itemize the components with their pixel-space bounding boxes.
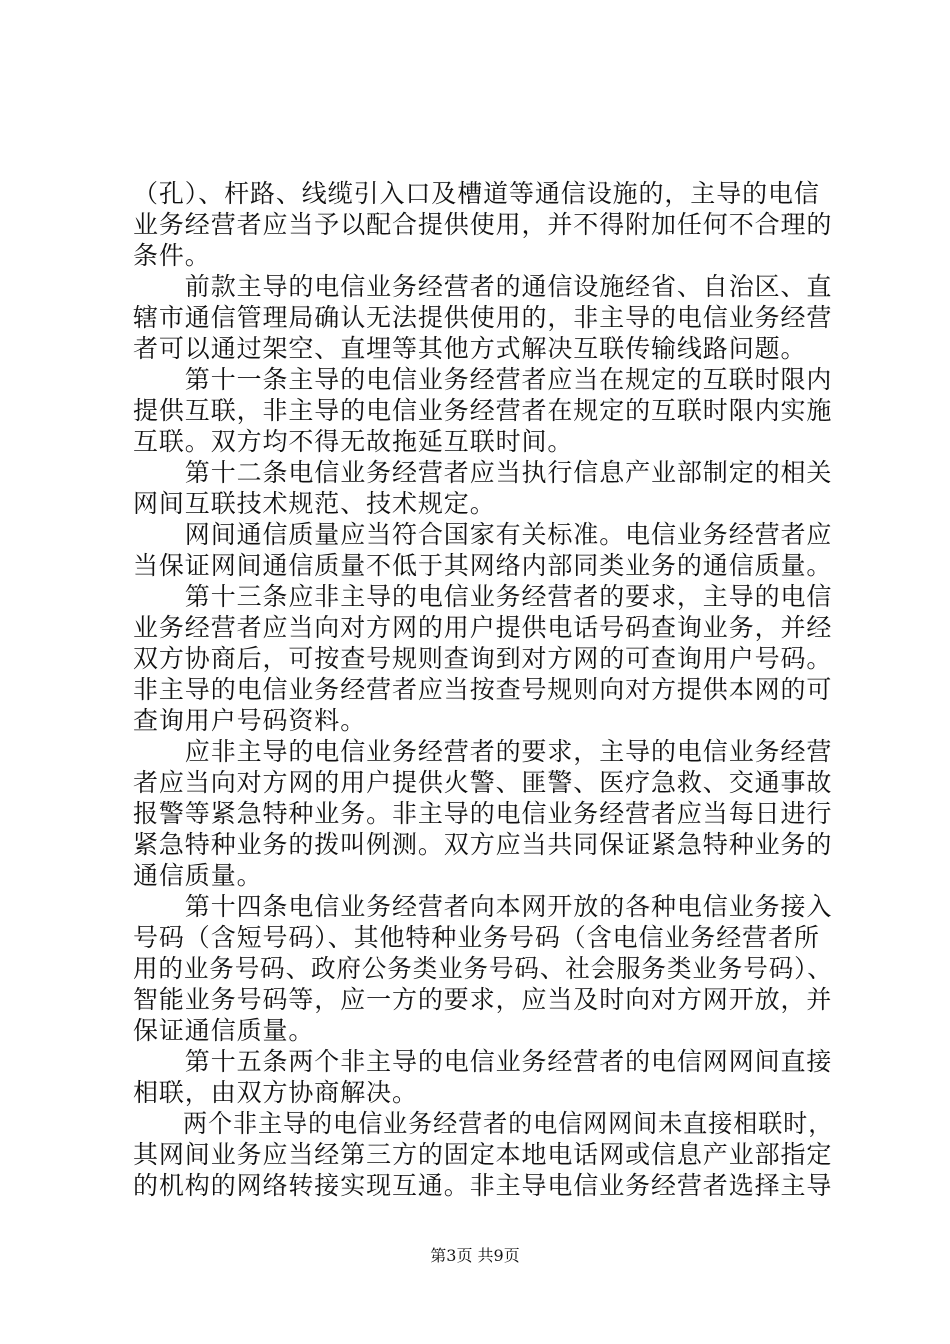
text-line: 紧急特种业务的拨叫例测。双方应当共同保证紧急特种业务的 xyxy=(133,830,833,859)
page-footer: 第3页 共9页 xyxy=(430,1246,520,1265)
text-line: 报警等紧急特种业务。非主导的电信业务经营者应当每日进行 xyxy=(133,799,833,828)
text-line: 双方协商后，可按查号规则查询到对方网的可查询用户号码。 xyxy=(133,644,833,673)
text-line: 第十二条电信业务经营者应当执行信息产业部制定的相关 xyxy=(133,458,833,487)
text-line: 保证通信质量。 xyxy=(133,1016,315,1045)
text-line: 第十三条应非主导的电信业务经营者的要求，主导的电信 xyxy=(133,582,833,611)
text-line: 者可以通过架空、直埋等其他方式解决互联传输线路问题。 xyxy=(133,334,807,363)
text-line: 互联。双方均不得无故拖延互联时间。 xyxy=(133,427,574,456)
text-line: 业务经营者应当予以配合提供使用，并不得附加任何不合理的 xyxy=(133,210,833,239)
text-line: （孔）、杆路、线缆引入口及槽道等通信设施的，主导的电信 xyxy=(133,179,820,208)
text-line: 业务经营者应当向对方网的用户提供电话号码查询业务，并经 xyxy=(133,613,833,642)
text-line: 辖市通信管理局确认无法提供使用的，非主导的电信业务经营 xyxy=(133,303,833,332)
text-line: 网间互联技术规范、技术规定。 xyxy=(133,489,496,518)
text-line: 者应当向对方网的用户提供火警、匪警、医疗急救、交通事故 xyxy=(133,768,833,797)
text-line: 应非主导的电信业务经营者的要求，主导的电信业务经营 xyxy=(133,737,833,766)
text-line: 相联，由双方协商解决。 xyxy=(133,1078,418,1107)
text-line: 的机构的网络转接实现互通。非主导电信业务经营者选择主导 xyxy=(133,1171,833,1200)
text-line: 智能业务号码等，应一方的要求，应当及时向对方网开放，并 xyxy=(133,985,833,1014)
text-line: 提供互联，非主导的电信业务经营者在规定的互联时限内实施 xyxy=(133,396,833,425)
text-line: 用的业务号码、政府公务类业务号码、社会服务类业务号码）、 xyxy=(133,954,833,983)
text-line: 号码（含短号码）、其他特种业务号码（含电信业务经营者所 xyxy=(133,923,820,952)
text-line: 网间通信质量应当符合国家有关标准。电信业务经营者应 xyxy=(133,520,833,549)
text-line: 其网间业务应当经第三方的固定本地电话网或信息产业部指定 xyxy=(133,1140,833,1169)
body-text xyxy=(133,178,833,1201)
text-line: 查询用户号码资料。 xyxy=(133,706,367,735)
text-line: 第十五条两个非主导的电信业务经营者的电信网网间直接 xyxy=(133,1047,833,1076)
text-line: 通信质量。 xyxy=(133,861,263,890)
text-line: 第十一条主导的电信业务经营者应当在规定的互联时限内 xyxy=(133,365,833,394)
text-line: 前款主导的电信业务经营者的通信设施经省、自治区、直 xyxy=(133,272,833,301)
text-line: 两个非主导的电信业务经营者的电信网网间未直接相联时， xyxy=(133,1109,834,1138)
text-line: 第十四条电信业务经营者向本网开放的各种电信业务接入 xyxy=(133,892,833,921)
text-line: 非主导的电信业务经营者应当按查号规则向对方提供本网的可 xyxy=(133,675,833,704)
text-line: 条件。 xyxy=(133,241,211,270)
text-line: 当保证网间通信质量不低于其网络内部同类业务的通信质量。 xyxy=(133,551,833,580)
